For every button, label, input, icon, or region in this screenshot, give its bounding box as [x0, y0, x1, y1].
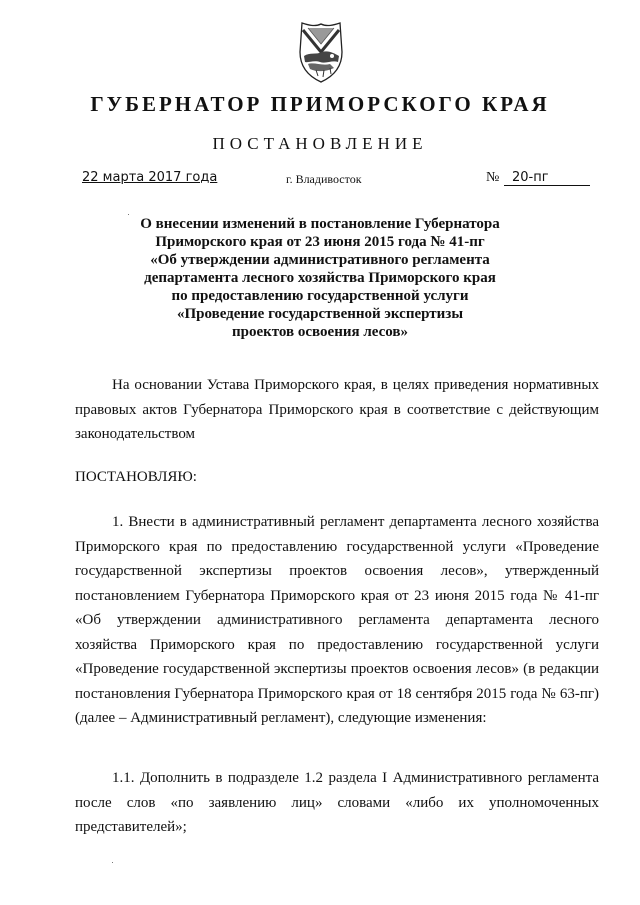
document-meta [0, 170, 640, 192]
heading-line: О внесении изменений в постановление Губернатора [140, 216, 500, 232]
heading-line: «Об утверждении административного регламента [150, 252, 490, 268]
document-number-label: № [486, 170, 500, 185]
document-heading [100, 215, 540, 341]
coat-of-arms-icon [296, 22, 346, 84]
issuer-title: ГУБЕРНАТОР ПРИМОРСКОГО КРАЯ [90, 92, 550, 116]
document-type: ПОСТАНОВЛЕНИЕ [212, 134, 428, 153]
preamble-paragraph: На основании Устава Приморского края, в целях приведения нормативных правовых актов Губернатора Приморского края в соответствие с действующим законодательством [75, 377, 599, 442]
heading-line: проектов освоения лесов» [231, 324, 409, 340]
item-1-1-paragraph: 1.1. Дополнить в подразделе 1.2 раздела I Административного регламента после слов «по заявлению лиц» словами «либо их уполномоченных представителей»; [75, 770, 599, 835]
heading-line: Приморского края от 23 июня 2015 года № 41-пг [155, 234, 485, 250]
item-1-paragraph: 1. Внести в административный регламент департамента лесного хозяйства Приморского края по предоставлению государственной услуги «Проведение государственной экспертизы проектов освоения лесов», утвержденный постановлением Губернатора Приморского края от 23 июня 2015 года № 41-пг «Об утверждении административного регламента департамента лесного хозяйства Приморского края по предоставлению государственной услуги «Проведение государственной экспертизы проектов освоения лесов» (в редакции постановления Губернатора Приморского края от 18 сентября 2015 года № 63-пг) (далее – Административный регламент), следующие изменения: [75, 514, 599, 726]
heading-line: «Проведение государственной экспертизы [176, 306, 464, 322]
scan-dot [112, 862, 113, 863]
document-number: 20-пг [504, 170, 590, 186]
resolve-word: ПОСТАНОВЛЯЮ: [75, 469, 197, 485]
document-city: г. Владивосток [286, 172, 362, 186]
heading-line: департамента лесного хозяйства Приморского края [144, 270, 496, 286]
scan-dot [128, 214, 129, 215]
document-date: 22 марта 2017 года [82, 170, 218, 185]
heading-line: по предоставлению государственной услуги [171, 288, 469, 304]
